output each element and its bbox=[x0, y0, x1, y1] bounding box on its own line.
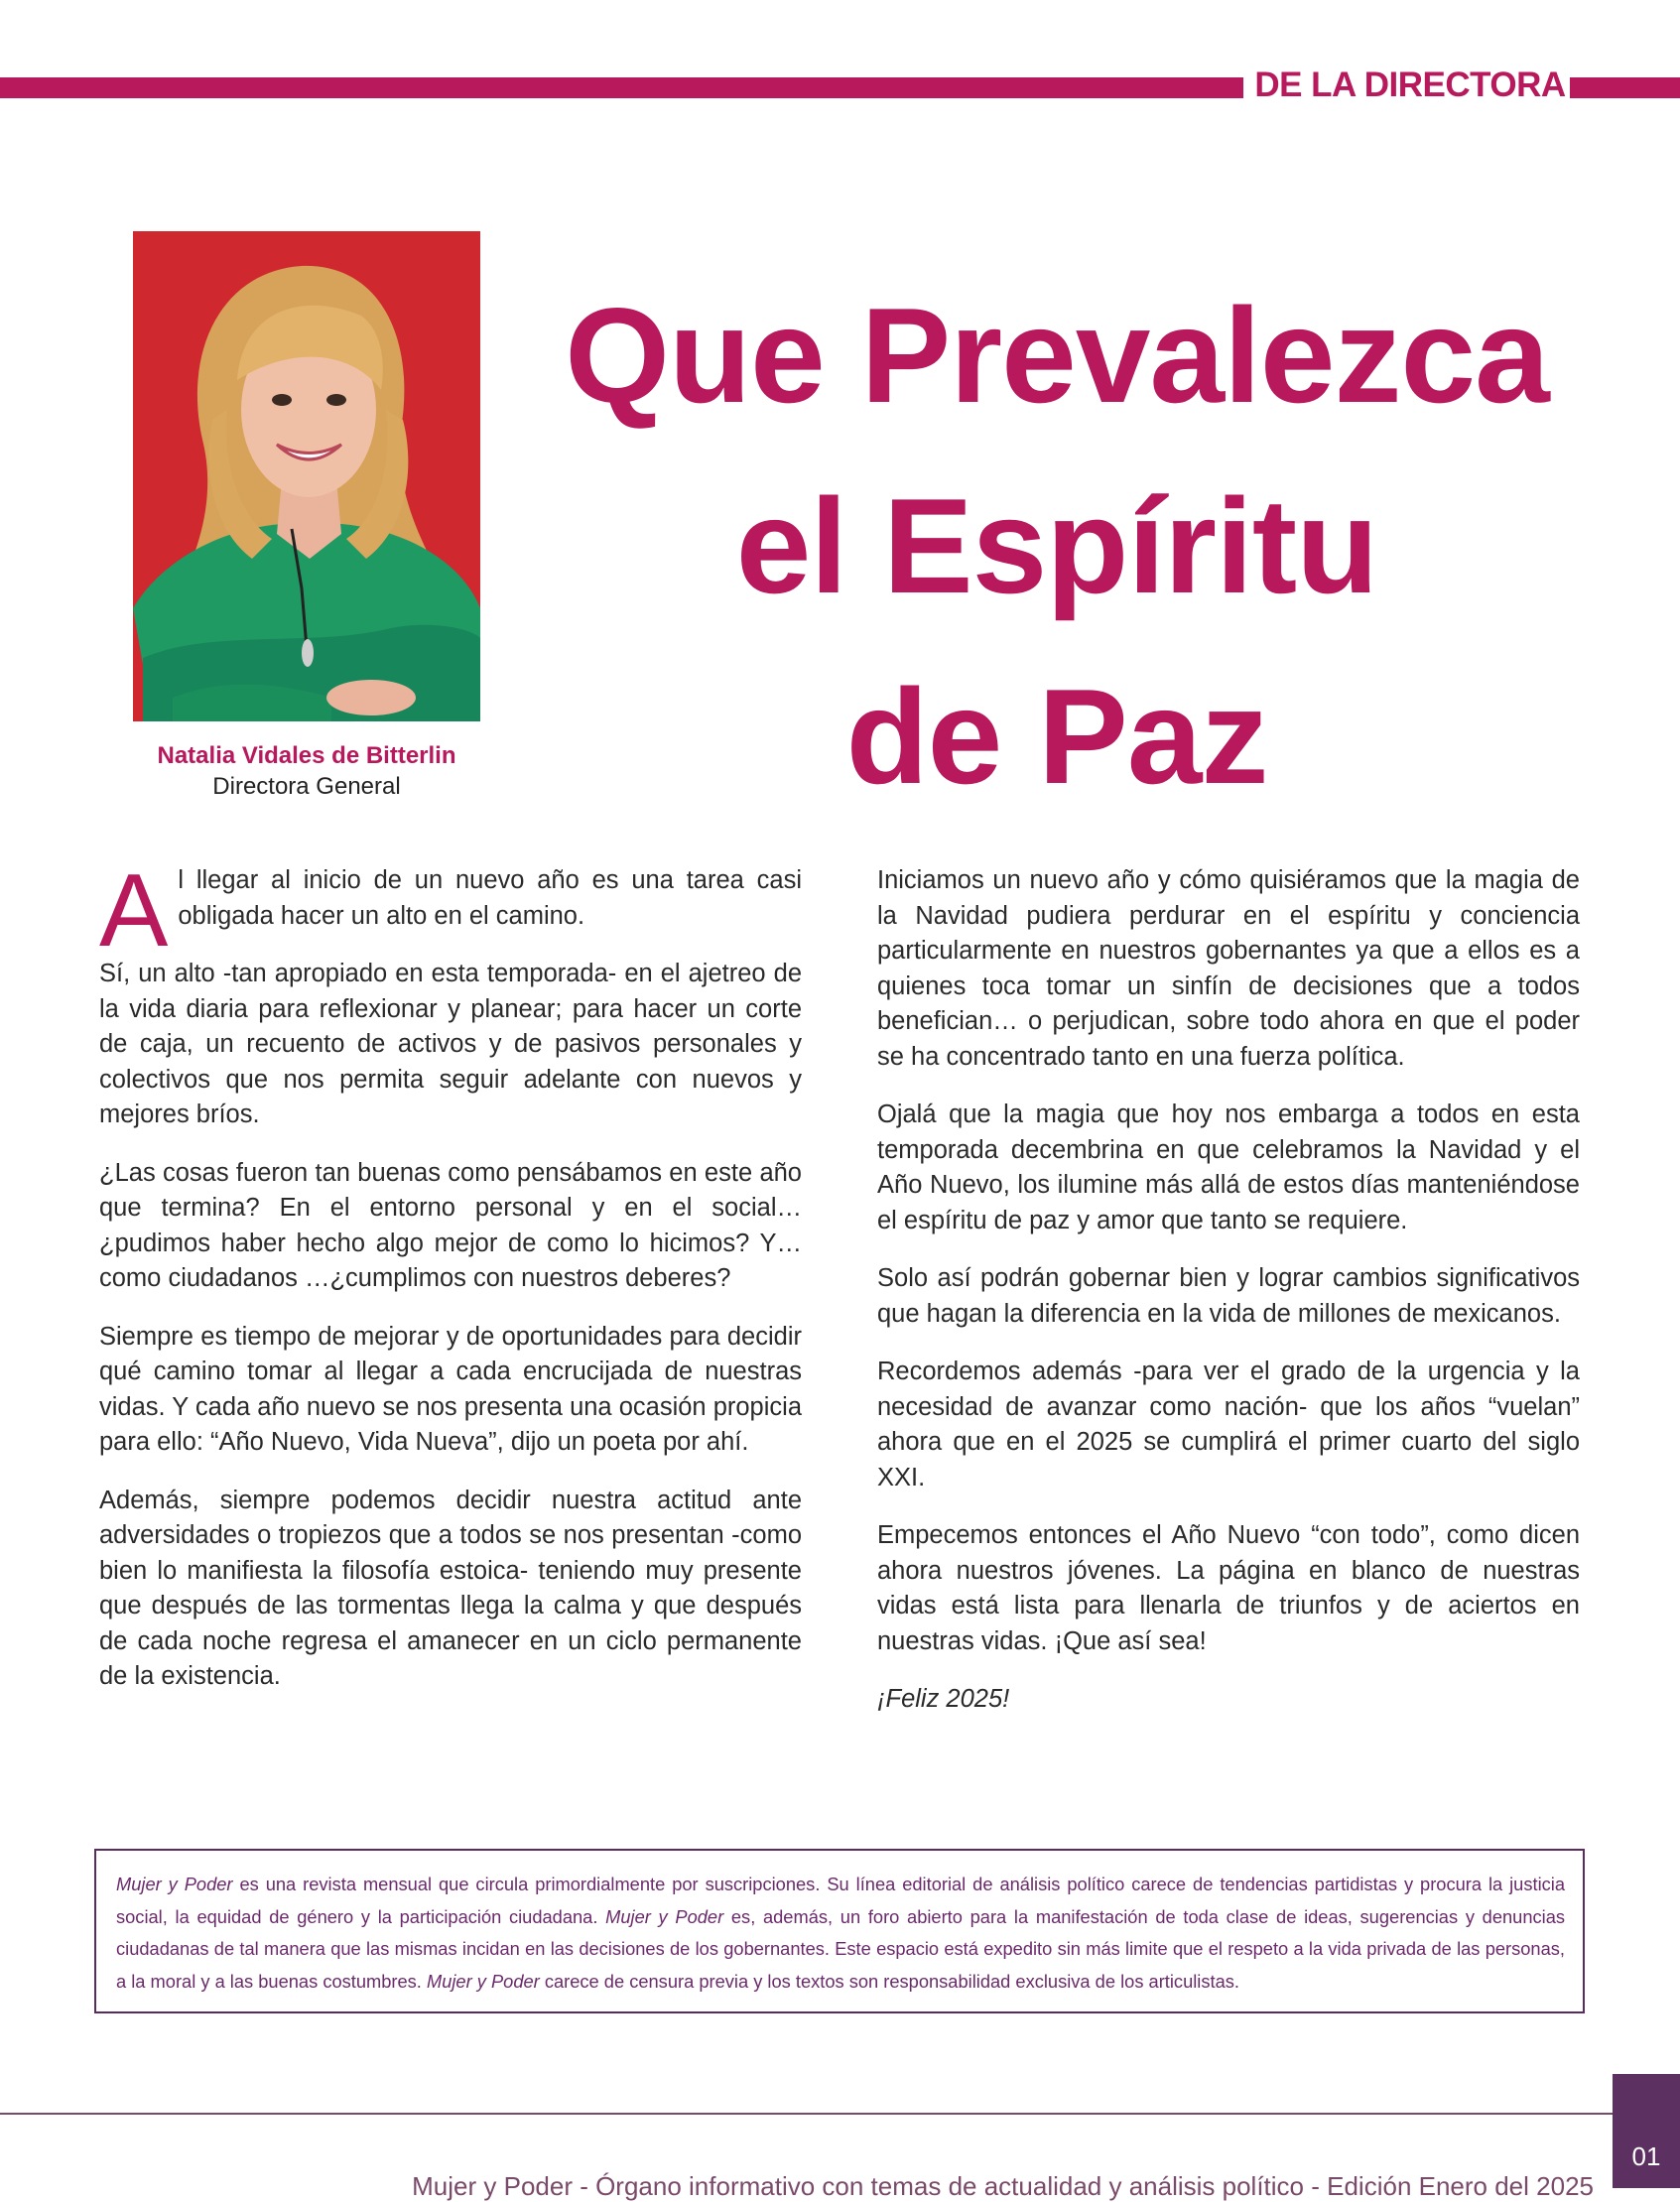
paragraph bbox=[99, 853, 802, 969]
drop-cap: A bbox=[99, 853, 169, 969]
closing-line: ¡Feliz 2025! bbox=[877, 1685, 1010, 1713]
page-number-box bbox=[1613, 2074, 1680, 2188]
author-name: Natalia Vidales de Bitterlin bbox=[157, 742, 456, 769]
editorial-note-box bbox=[94, 1849, 1585, 2013]
paragraph: Solo así podrán gobernar bien y lograr cambios significativos que hagan la diferencia en la vida de millones de mexicanos. bbox=[877, 1264, 1580, 1328]
author-portrait bbox=[133, 231, 480, 721]
paragraph: Además, siempre podemos decidir nuestra actitud ante adversidades o tropiezos que a todos se nos presentan -como bien lo manifiesta la filosofía estoica- teniendo muy presente que después de las tormentas llega la calma y que después de cada noche regresa el amanecer en un ciclo permanente de la existencia. bbox=[99, 1486, 802, 1690]
magazine-name: Mujer y Poder bbox=[605, 1905, 724, 1927]
editorial-note-text bbox=[116, 1869, 1565, 1998]
title-line-3: de Paz bbox=[845, 661, 1268, 812]
section-label: DE LA DIRECTORA bbox=[1254, 65, 1566, 104]
title-line-2: el Espíritu bbox=[735, 470, 1378, 621]
article-column-left bbox=[99, 853, 802, 1718]
paragraph: Sí, un alto -tan apropiado en esta temporada- en el ajetreo de la vida diaria para reflexionar y planear; para hacer un corte de caja, un recuento de activos y de pasivos personales y colectivos que nos permita seguir adelante con nuevos y mejores bríos. bbox=[99, 960, 802, 1128]
author-role: Directora General bbox=[212, 773, 401, 800]
article-title bbox=[496, 260, 1617, 832]
page-number: 01 bbox=[1631, 2141, 1661, 2171]
magazine-name: Mujer y Poder bbox=[116, 1874, 233, 1894]
paragraph: Siempre es tiempo de mejorar y de oportunidades para decidir qué camino tomar al llegar a cada encrucijada de nuestras vidas. Y cada año nuevo se nos presenta una ocasión propicia para ello: “Año Nuevo, Vida Nueva”, dijo un poeta por ahí. bbox=[99, 1322, 802, 1456]
title-line-1: Que Prevalezca bbox=[565, 280, 1549, 431]
magazine-name: Mujer y Poder bbox=[426, 1970, 540, 1992]
footer-rule bbox=[0, 2113, 1613, 2115]
paragraph-text: l llegar al inicio de un nuevo año es una tarea casi obligada hacer un alto en el camino. bbox=[178, 866, 802, 930]
header-rule-right bbox=[1570, 77, 1680, 98]
paragraph: Iniciamos un nuevo año y cómo quisiéramos que la magia de la Navidad pudiera perdurar en el espíritu y conciencia particularmente en nuestros gobernantes ya que a ellos es a quienes toca tomar un sinfín de decisiones que a todos benefician… o perjudican, sobre todo ahora en que el poder se ha concentrado tanto en una fuerza política. bbox=[877, 866, 1580, 1071]
note-sentence: carece de censura previa y los textos son responsabilidad exclusiva de los articulistas. bbox=[539, 1970, 1239, 1992]
paragraph: Ojalá que la magia que hoy nos embarga a todos en esta temporada decembrina en que celebramos la Navidad y el Año Nuevo, los ilumine más allá de estos días manteniéndose el espíritu de paz y amor que tanto se requiere. bbox=[877, 1101, 1580, 1234]
footer-text: Mujer y Poder - Órgano informativo con temas de actualidad y análisis político - Edición Enero del 2025 bbox=[412, 2171, 1594, 2201]
note-sentence: es una revista mensual que circula primordialmente por suscripciones. Su línea editorial de análisis político carece de tendencias partidistas y procura la justicia social, la equidad de género y la participación ciudadana. bbox=[116, 1874, 1566, 1927]
paragraph: ¿Las cosas fueron tan buenas como pensábamos en este año que termina? En el entorno personal y en el social… ¿pudimos haber hecho algo mejor de como lo hicimos? Y… como ciudadanos …¿cumplimos con nuestros deberes? bbox=[99, 1158, 802, 1292]
article-column-right bbox=[877, 863, 1580, 1741]
paragraph: Recordemos además -para ver el grado de la urgencia y la necesidad de avanzar como nación- que los años “vuelan” ahora que en el 2025 se cumplirá el primer cuarto del siglo XXI. bbox=[877, 1358, 1580, 1491]
note-sentence: es, además, un foro abierto para la manifestación de toda clase de ideas, sugerencias y denuncias ciudadanas de tal manera que las mismas incidan en las decisiones de los gobernantes. Este espacio está expedito sin más limite que el respeto a la vida privada de las personas, a la moral y a las buenas costumbres. bbox=[116, 1905, 1566, 1992]
header-rule-left bbox=[0, 77, 1243, 98]
paragraph: Empecemos entonces el Año Nuevo “con todo”, como dicen ahora nuestros jóvenes. La página en blanco de nuestras vidas está lista para llenarla de triunfos y de aciertos en nuestras vidas. ¡Que así sea! bbox=[877, 1521, 1580, 1655]
